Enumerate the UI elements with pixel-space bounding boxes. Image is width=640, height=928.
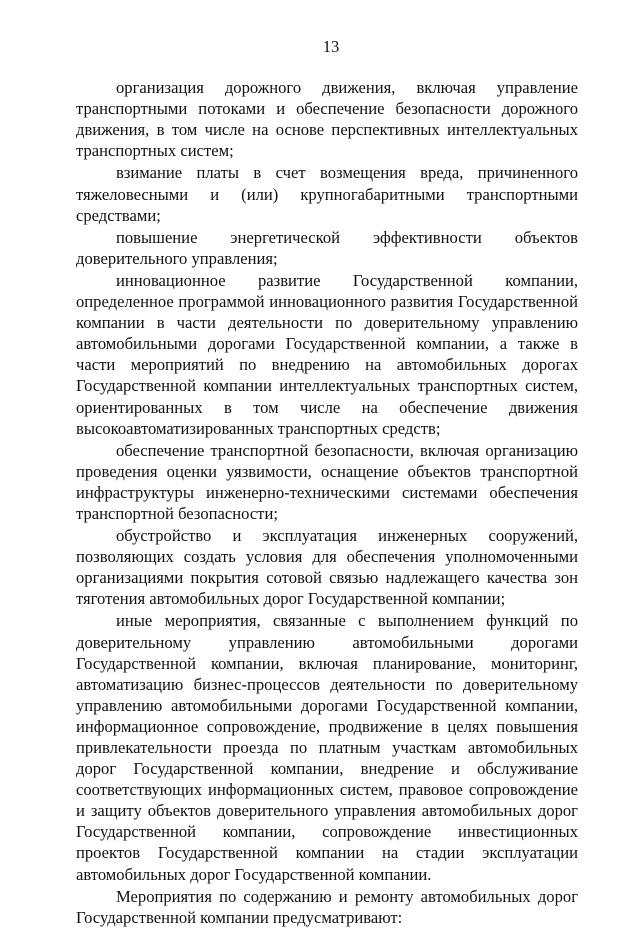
paragraph-cellular-coverage: обустройство и эксплуатация инженерных сооружений, позволяющих создать условия для обеспечения уполномоченными организациями покрытия сотовой связью надлежащего качества зон тяготения автомобильных дорог Государственной компании; xyxy=(76,526,578,609)
paragraph-traffic-organization: организация дорожного движения, включая управление транспортными потоками и обеспечение безопасности дорожного движения, в том числе на основе перспективных интеллектуальных транспортных систем; xyxy=(76,78,578,161)
paragraph-heavy-vehicle-fees: взимание платы в счет возмещения вреда, причиненного тяжеловесными и (или) крупногабаритными транспортными средствами; xyxy=(76,163,578,225)
page-number: 13 xyxy=(322,37,340,56)
document-body xyxy=(76,77,578,928)
paragraph-energy-efficiency: повышение энергетической эффективности объектов доверительного управления; xyxy=(76,227,578,268)
paragraph-innovative-development: инновационное развитие Государственной компании, определенное программой инновационного развития Государственной компании в части деятельности по доверительному управлению автомобильными дорогами Государственной компании, а также в части мероприятий по внедрению на автомобильных дорогах Государственной компании интеллектуальных транспортных систем, ориентированных в том числе на обеспечение движения высокоавтоматизированных транспортных средств; xyxy=(76,270,578,438)
paragraph-other-measures: иные мероприятия, связанные с выполнением функций по доверительному управлению автомобильными дорогами Государственной компании, включая планирование, мониторинг, автоматизацию бизнес-процессов деятельности по доверительному управлению автомобильными дорогами Государственной компании, информационное сопровождение, продвижение в целях повышения привлекательности проезда по платным участкам автомобильных дорог Государственной компании, внедрение и обслуживание соответствующих информационных систем, правовое сопровождение и защиту объектов доверительного управления автомобильных дорог Государственной компании, сопровождение инвестиционных проектов Государственной компании на стадии эксплуатации автомобильных дорог Государственной компании. xyxy=(76,611,578,884)
paragraph-transport-security: обеспечение транспортной безопасности, включая организацию проведения оценки уязвимости, оснащение объектов транспортной инфраструктуры инженерно-техническими системами обеспечения транспортной безопасности; xyxy=(76,440,578,523)
paragraph-maintenance-intro: Мероприятия по содержанию и ремонту автомобильных дорог Государственной компании предусматривают: xyxy=(76,886,578,927)
